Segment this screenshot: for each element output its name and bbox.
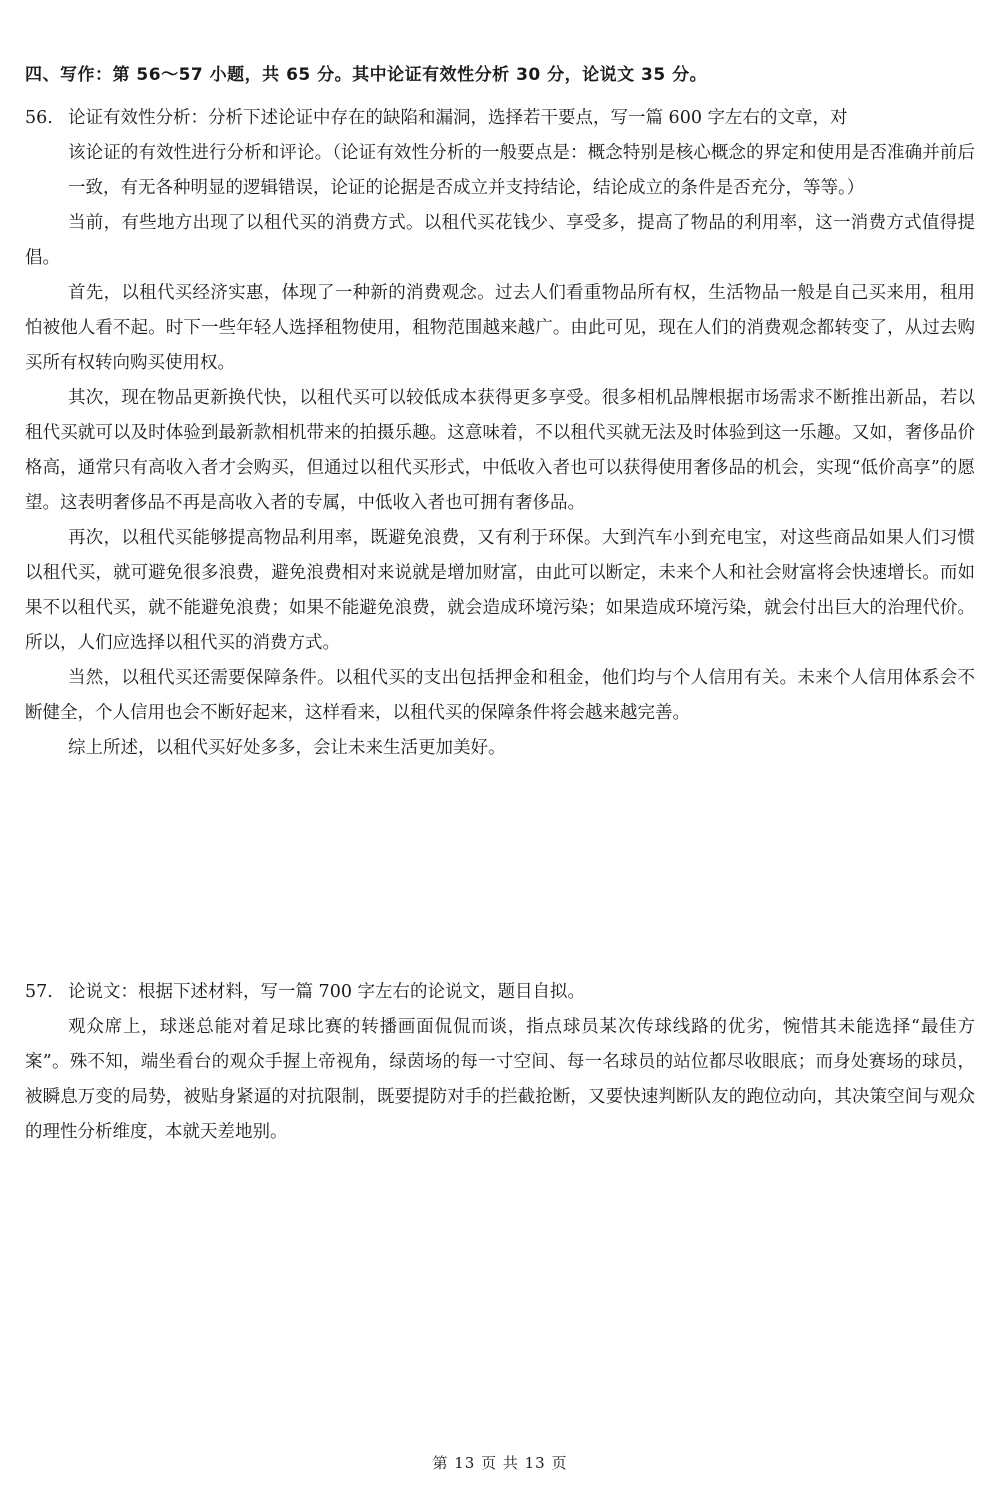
argument-paragraph-conclusion: 综上所述，以租代买好处多多，会让未来生活更加美好。 — [68, 738, 506, 758]
argument-paragraph-second: 其次，现在物品更新换代快，以租代买可以较低成本获得更多享受。很多相机品牌根据市场需求不断推出新品，若以租代买就可以及时体验到最新款相机带来的拍摄乐趣。这意味着，不以租代买就无法及时体验到这一乐趣。又如，奢侈品价格高，通常只有高收入者才会购买，但通过以租代买形式，中低收入者也可以获得使用奢侈品的机会，实现“低价高享”的愿望。这表明奢侈品不再是高收入者的专属，中低收入者也可拥有奢侈品。 — [25, 388, 975, 513]
argument-paragraph-fourth: 当然，以租代买还需要保障条件。以租代买的支出包括押金和租金，他们均与个人信用有关。未来个人信用体系会不断健全，个人信用也会不断好起来，这样看来，以租代买的保障条件将会越来越完善。 — [25, 668, 975, 723]
question-57-first-line: 论说文：根据下述材料，写一篇 700 字左右的论说文，题目自拟。 — [68, 982, 586, 1002]
page-footer: 第 13 页 共 13 页 — [432, 1454, 568, 1472]
question-56 — [25, 101, 975, 766]
question-56-header — [25, 101, 975, 136]
question-56-first-line: 论证有效性分析：分析下述论证中存在的缺陷和漏洞，选择若干要点，写一篇 600 字左右的文章，对 — [68, 108, 848, 128]
exam-page — [25, 0, 975, 1485]
argument-paragraph-first: 首先，以租代买经济实惠，体现了一种新的消费观念。过去人们看重物品所有权，生活物品一般是自己买来用，租用怕被他人看不起。时下一些年轻人选择租物使用，租物范围越来越广。由此可见，现在人们的消费观念都转变了，从过去购买所有权转向购买使用权。 — [25, 283, 975, 373]
question-56-instruction: 该论证的有效性进行分析和评论。（论证有效性分析的一般要点是：概念特别是核心概念的界定和使用是否准确并前后一致，有无各种明显的逻辑错误，论证的论据是否成立并支持结论，结论成立的条件是否充分，等等。） — [68, 143, 975, 198]
question-57-number: 57. — [25, 982, 53, 1002]
section-heading: 四、写作：第 56～57 小题，共 65 分。其中论证有效性分析 30 分，论说文 35 分。 — [25, 65, 708, 85]
argument-paragraph-intro: 当前，有些地方出现了以租代买的消费方式。以租代买花钱少、享受多，提高了物品的利用率，这一消费方式值得提倡。 — [25, 213, 975, 268]
question-57 — [25, 975, 975, 1150]
question-56-number: 56. — [25, 108, 53, 128]
argument-paragraph-third: 再次，以租代买能够提高物品利用率，既避免浪费，又有利于环保。大到汽车小到充电宝，对这些商品如果人们习惯以租代买，就可避免很多浪费，避免浪费相对来说就是增加财富，由此可以断定，未来个人和社会财富将会快速增长。而如果不以租代买，就不能避免浪费；如果不能避免浪费，就会造成环境污染；如果造成环境污染，就会付出巨大的治理代价。所以，人们应选择以租代买的消费方式。 — [25, 528, 975, 653]
question-57-material: 观众席上，球迷总能对着足球比赛的转播画面侃侃而谈，指点球员某次传球线路的优劣，惋惜其未能选择“最佳方案”。殊不知，端坐看台的观众手握上帝视角，绿茵场的每一寸空间、每一名球员的站位都尽收眼底；而身处赛场的球员，被瞬息万变的局势，被贴身紧逼的对抗限制，既要提防对手的拦截抢断，又要快速判断队友的跑位动向，其决策空间与观众的理性分析维度，本就天差地别。 — [25, 1017, 975, 1142]
question-57-header — [25, 975, 975, 1010]
